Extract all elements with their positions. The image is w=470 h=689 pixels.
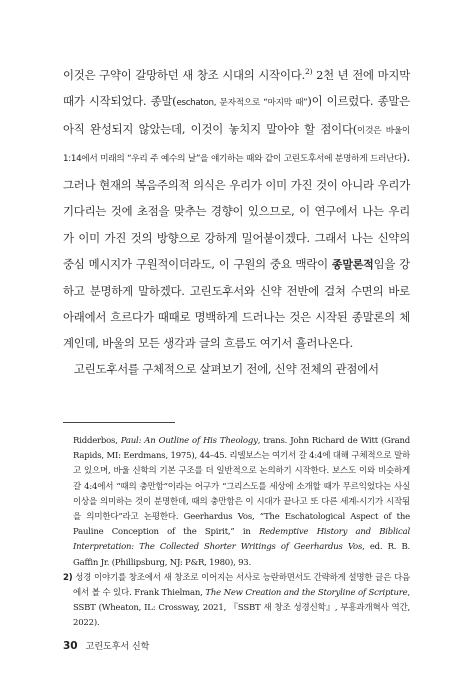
gloss-eschaton: eschaton, 문자적으로 “마지막 때”	[176, 98, 308, 109]
footnote-1-continued	[63, 434, 410, 571]
footnotes	[63, 434, 410, 632]
text-run: )이 이르렀다. 종말은 아직 완성되지 않았는데, 이것이 놓치지 말아야 할 점이다(	[63, 94, 410, 137]
emphasis-eschatological: 종말론적	[331, 257, 374, 271]
text-run: 임을 강하고 분명하게 말하겠다. 고린도후서와 신약 전반에 걸쳐 수면의 바로 아래에서 흐르다가 때때로 명백하게 드러나는 것은 시작된 종말론의 체계인데, 바울의 모든 생각과 글의 흐름도 여기서 흘러나온다.	[63, 256, 410, 350]
book-title: Redemptive History and Biblical Interpretation: The Collected Shorter Writings of Geerhardus Vos	[73, 527, 410, 553]
paragraph-1	[63, 62, 410, 356]
text-run: , trans. John Richard de Witt (Grand Rapids, MI: Eerdmans, 1975), 44–45. 리델보스는 여기서 갈 4:4에 대해 구체적으로 말하고 있으며, 바울 신학의 기본 구조를 더 일반적으로 논의하기 시작한다. 보스도 이와 비슷하게 갈 4:4에서 “때의 충만함”이라는 어구가 “그리스도를 세상에 소개할 때가 무르익었다는 사실 이상을 의미하는 것이 분명한데, 때의 충만함은 이 시대가 끝나고 또 다른 세계-시기가 시작됨을 의미한다”라고 논평한다. Geerhardus Vos, “The Eschatological Aspect of the Pauline Conception of the Spirit,” in	[73, 436, 410, 538]
parenthetical-note: 이것은 바울이 1:14에서 미래의 “우리 주 예수의 날”을 얘기하는 때와 같이 고린도후서에 분명하게 드러난다	[63, 126, 411, 165]
text-run: 이것은 구약이 갈망하던 새 창조 시대의 시작이다.	[63, 68, 306, 82]
footnote-divider	[63, 422, 175, 423]
text-run: Ridderbos,	[73, 436, 121, 446]
paragraph-2: 고린도후서를 구체적으로 살펴보기 전에, 신약 전체의 관점에서	[74, 362, 379, 377]
book-title: The New Creation and the Storyline of Scripture	[205, 588, 408, 599]
text-run: , ed. R. B. Gaffin Jr. (Phillipsburg, NJ: P&R, 1980), 93.	[73, 542, 410, 568]
page-number: 30	[63, 640, 78, 652]
text-run: 성경 이야기를 창조에서 새 창조로 이어지는 서사로 능란하면서도 간략하게 설명한 글은 다음에서 볼 수 있다. Frank Thielman,	[72, 572, 410, 599]
page-footer	[63, 639, 149, 652]
footnote-ref-2: 2)	[305, 67, 313, 77]
main-text	[63, 62, 410, 382]
book-title: Paul: An Outline of His Theology	[120, 436, 258, 446]
text-run: 2천 년 전에 마지막 때가 시작되었다. 종말(	[63, 68, 411, 109]
running-title: 고린도후서 신학	[85, 642, 150, 652]
footnote-number: 2)	[63, 572, 73, 583]
text-run: ). 그러나 현재의 복음주의적 의식은 우리가 이미 가진 것이 아니라 우리가 기다리는 것에 초점을 맞추는 경향이 있으므로, 이 연구에서 나는 우리가 이미 가진 것의 방향으로 강하게 밀어붙이겠다. 그래서 나는 신약의 중심 메시지가 구원적이더라도, 이 구원의 중요 맥락이	[63, 150, 410, 271]
text-run: , SSBT (Wheaton, IL: Crossway, 2021, 『SSBT 새 창조 성경신학』, 부흥과개혁사 역간, 2022).	[73, 588, 410, 629]
footnote-2	[63, 571, 410, 632]
